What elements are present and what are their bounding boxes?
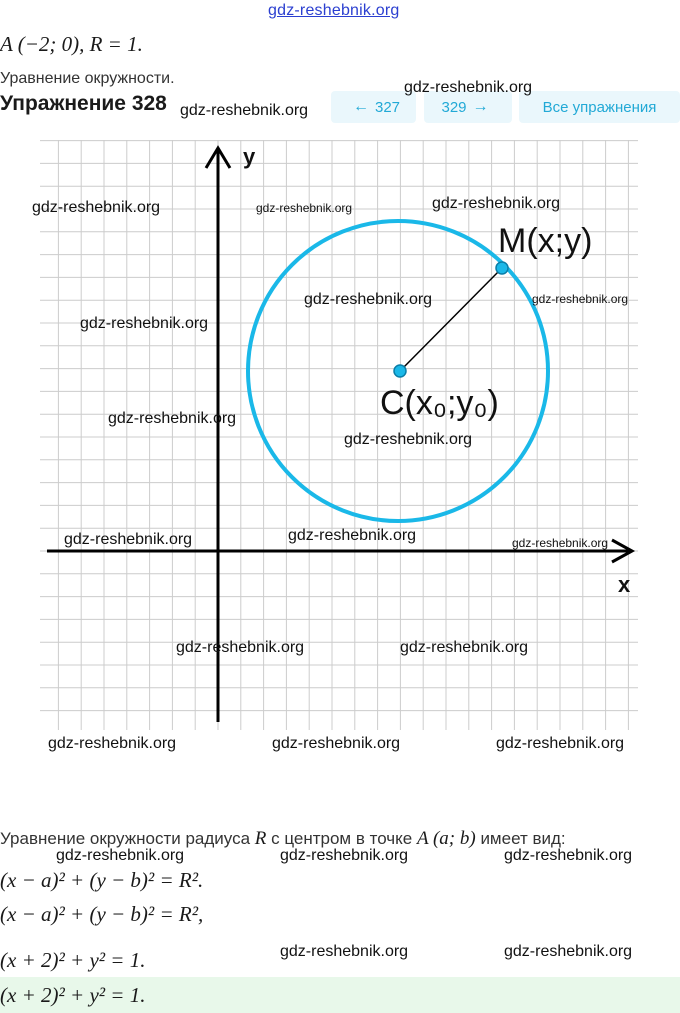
watermark: gdz-reshebnik.org bbox=[108, 410, 237, 427]
given-data: A (−2; 0), R = 1. bbox=[0, 32, 143, 56]
watermark: gdz-reshebnik.org bbox=[64, 531, 193, 548]
watermark: gdz-reshebnik.org bbox=[80, 315, 209, 332]
watermark: gdz-reshebnik.org bbox=[532, 292, 629, 306]
watermark: gdz-reshebnik.org bbox=[272, 735, 401, 752]
intro-var-r: R bbox=[254, 828, 267, 849]
watermark: gdz-reshebnik.org bbox=[280, 943, 409, 960]
watermark: gdz-reshebnik.org bbox=[344, 431, 473, 448]
radius-line bbox=[400, 268, 502, 371]
topic-title: Уравнение окружности. bbox=[0, 70, 175, 87]
watermark: gdz-reshebnik.org bbox=[56, 847, 185, 864]
all-exercises-button[interactable] bbox=[519, 91, 680, 123]
watermark: gdz-reshebnik.org bbox=[512, 536, 609, 550]
answer-bar bbox=[0, 977, 680, 1013]
watermark: gdz-reshebnik.org bbox=[48, 735, 177, 752]
watermark: gdz-reshebnik.org bbox=[280, 847, 409, 864]
watermark: gdz-reshebnik.org bbox=[304, 291, 433, 308]
intro-text-1: Уравнение окружности радиуса bbox=[0, 829, 251, 848]
watermark: gdz-reshebnik.org bbox=[32, 199, 161, 216]
answer-formula: (x + 2)² + y² = 1. bbox=[0, 983, 146, 1007]
watermark: gdz-reshebnik.org bbox=[504, 847, 633, 864]
next-exercise-label: 329 bbox=[441, 98, 467, 116]
watermark: gdz-reshebnik.org bbox=[256, 201, 353, 215]
watermark: gdz-reshebnik.org bbox=[288, 527, 417, 544]
formula-general-2: (x − a)² + (y − b)² = R², bbox=[0, 902, 204, 926]
circle-figure bbox=[0, 130, 680, 750]
intro-point: A (a; b) bbox=[416, 828, 476, 849]
intro-text-3: имеет вид: bbox=[480, 829, 566, 848]
watermark: gdz-reshebnik.org bbox=[404, 79, 533, 96]
x-axis-label: x bbox=[618, 572, 631, 597]
all-exercises-label: Все упражнения bbox=[542, 98, 657, 116]
watermark: gdz-reshebnik.org bbox=[432, 195, 561, 212]
intro-text-2: с центром в точке bbox=[271, 829, 413, 848]
prev-exercise-label: 327 bbox=[374, 98, 401, 116]
watermark: gdz-reshebnik.org bbox=[496, 735, 625, 752]
arrow-left-icon: ← bbox=[352, 98, 369, 115]
y-axis-label: y bbox=[243, 144, 256, 169]
site-link[interactable]: gdz-reshebnik.org bbox=[268, 2, 400, 19]
watermark: gdz-reshebnik.org bbox=[180, 102, 309, 119]
point-m-label: M(x;y) bbox=[498, 222, 593, 260]
point-c-label: C(x₀;y₀) bbox=[380, 384, 499, 422]
page-title: Упражнение 328 bbox=[0, 92, 167, 115]
point-m bbox=[496, 262, 508, 274]
arrow-right-icon: → bbox=[472, 98, 489, 115]
center-point bbox=[394, 365, 406, 377]
watermark: gdz-reshebnik.org bbox=[400, 639, 529, 656]
watermark: gdz-reshebnik.org bbox=[176, 639, 305, 656]
formula-substituted: (x + 2)² + y² = 1. bbox=[0, 948, 146, 972]
formula-general: (x − a)² + (y − b)² = R². bbox=[0, 868, 204, 892]
watermark: gdz-reshebnik.org bbox=[504, 943, 633, 960]
